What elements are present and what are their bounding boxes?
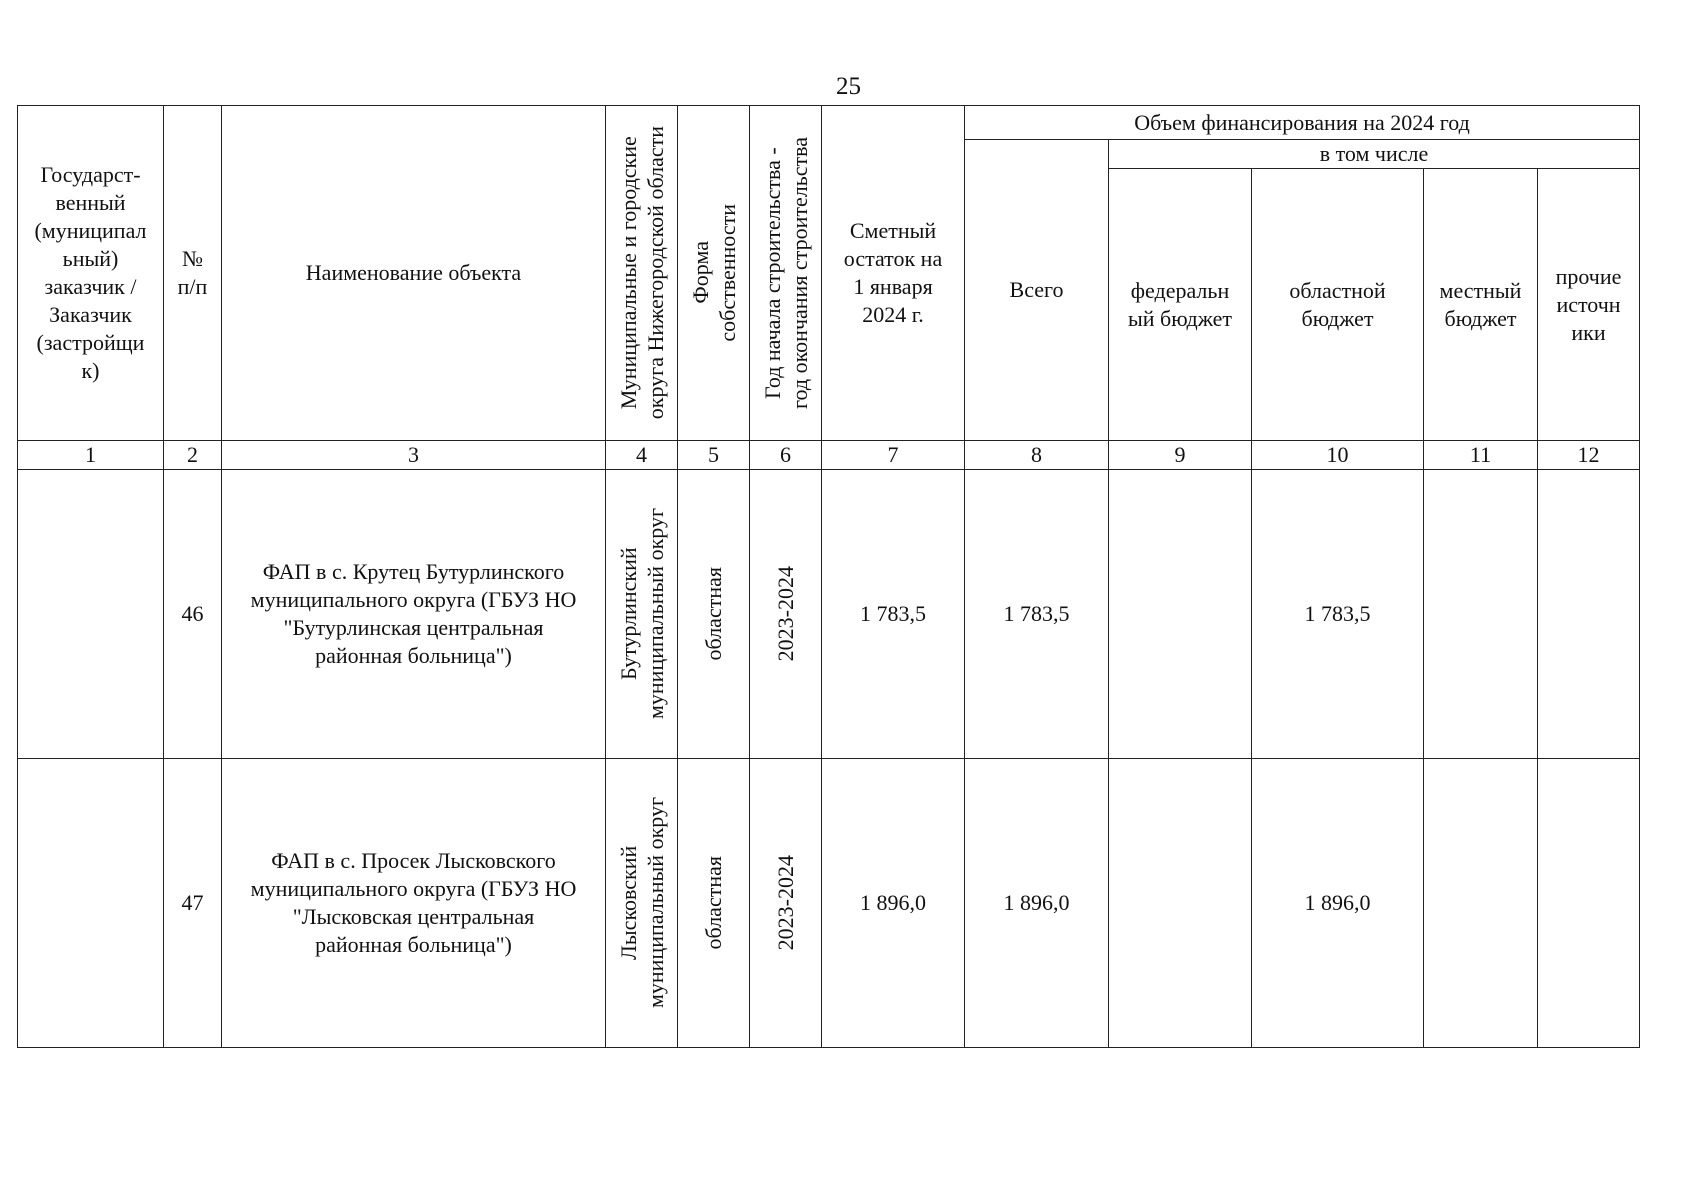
table-row (18, 759, 1640, 1048)
column-number: 12 (1538, 441, 1640, 470)
row-customer (18, 470, 164, 759)
row-number: 46 (164, 470, 222, 759)
row-number: 47 (164, 759, 222, 1048)
row-municipality (606, 470, 678, 759)
row-other (1538, 759, 1640, 1048)
row-municipality-text: Бутурлинский муниципальный округ (615, 508, 668, 720)
header-including: в том числе (1109, 140, 1640, 169)
column-number: 11 (1424, 441, 1538, 470)
column-number: 4 (606, 441, 678, 470)
row-local (1424, 759, 1538, 1048)
row-regional: 1 783,5 (1252, 470, 1424, 759)
header-years (750, 106, 822, 441)
row-ownership-text: областная (701, 567, 726, 661)
column-number: 10 (1252, 441, 1424, 470)
header-estimate-remainder: Сметный остаток на 1 января 2024 г. (822, 106, 965, 441)
row-years-text: 2023-2024 (773, 566, 798, 662)
column-number: 8 (965, 441, 1109, 470)
header-regional: областной бюджет (1252, 169, 1424, 441)
row-federal (1109, 759, 1252, 1048)
row-local (1424, 470, 1538, 759)
header-local: местный бюджет (1424, 169, 1538, 441)
header-years-text: Год начала строительства - год окончания строительства (759, 137, 812, 409)
row-federal (1109, 470, 1252, 759)
header-total: Всего (965, 140, 1109, 441)
row-total: 1 783,5 (965, 470, 1109, 759)
row-estimate-remainder: 1 896,0 (822, 759, 965, 1048)
header-object-name: Наименование объекта (222, 106, 606, 441)
row-object-name: ФАП в с. Просек Лысковского муниципального округа (ГБУЗ НО "Лысковская центральная районная больница") (222, 759, 606, 1048)
row-ownership (678, 759, 750, 1048)
page-number: 25 (836, 73, 861, 100)
row-years-text: 2023-2024 (773, 855, 798, 951)
header-ownership (678, 106, 750, 441)
column-number: 6 (750, 441, 822, 470)
row-years (750, 470, 822, 759)
row-other (1538, 470, 1640, 759)
row-municipality (606, 759, 678, 1048)
header-municipality-text: Муниципальные и городские округа Нижегородской области (615, 126, 668, 420)
header-other: прочие источн ики (1538, 169, 1640, 441)
column-number: 7 (822, 441, 965, 470)
financing-table (17, 105, 1640, 1048)
row-customer (18, 759, 164, 1048)
header-ownership-text: Форма собственности (687, 204, 740, 342)
row-total: 1 896,0 (965, 759, 1109, 1048)
column-number: 5 (678, 441, 750, 470)
header-municipality (606, 106, 678, 441)
header-funding-group: Объем финансирования на 2024 год (965, 106, 1640, 140)
header-federal: федеральн ый бюджет (1109, 169, 1252, 441)
table-row (18, 470, 1640, 759)
column-number: 1 (18, 441, 164, 470)
header-customer: Государст- венный (муниципал ьный) заказчик / Заказчик (застройщи к) (18, 106, 164, 441)
column-number: 2 (164, 441, 222, 470)
column-number: 3 (222, 441, 606, 470)
column-numbers-row (18, 441, 1640, 470)
row-years (750, 759, 822, 1048)
row-regional: 1 896,0 (1252, 759, 1424, 1048)
column-number: 9 (1109, 441, 1252, 470)
row-ownership (678, 470, 750, 759)
row-municipality-text: Лысковский муниципальный округ (615, 797, 668, 1009)
row-ownership-text: областная (701, 856, 726, 950)
header-number: № п/п (164, 106, 222, 441)
row-object-name: ФАП в с. Крутец Бутурлинского муниципального округа (ГБУЗ НО "Бутурлинская центральная районная больница") (222, 470, 606, 759)
row-estimate-remainder: 1 783,5 (822, 470, 965, 759)
